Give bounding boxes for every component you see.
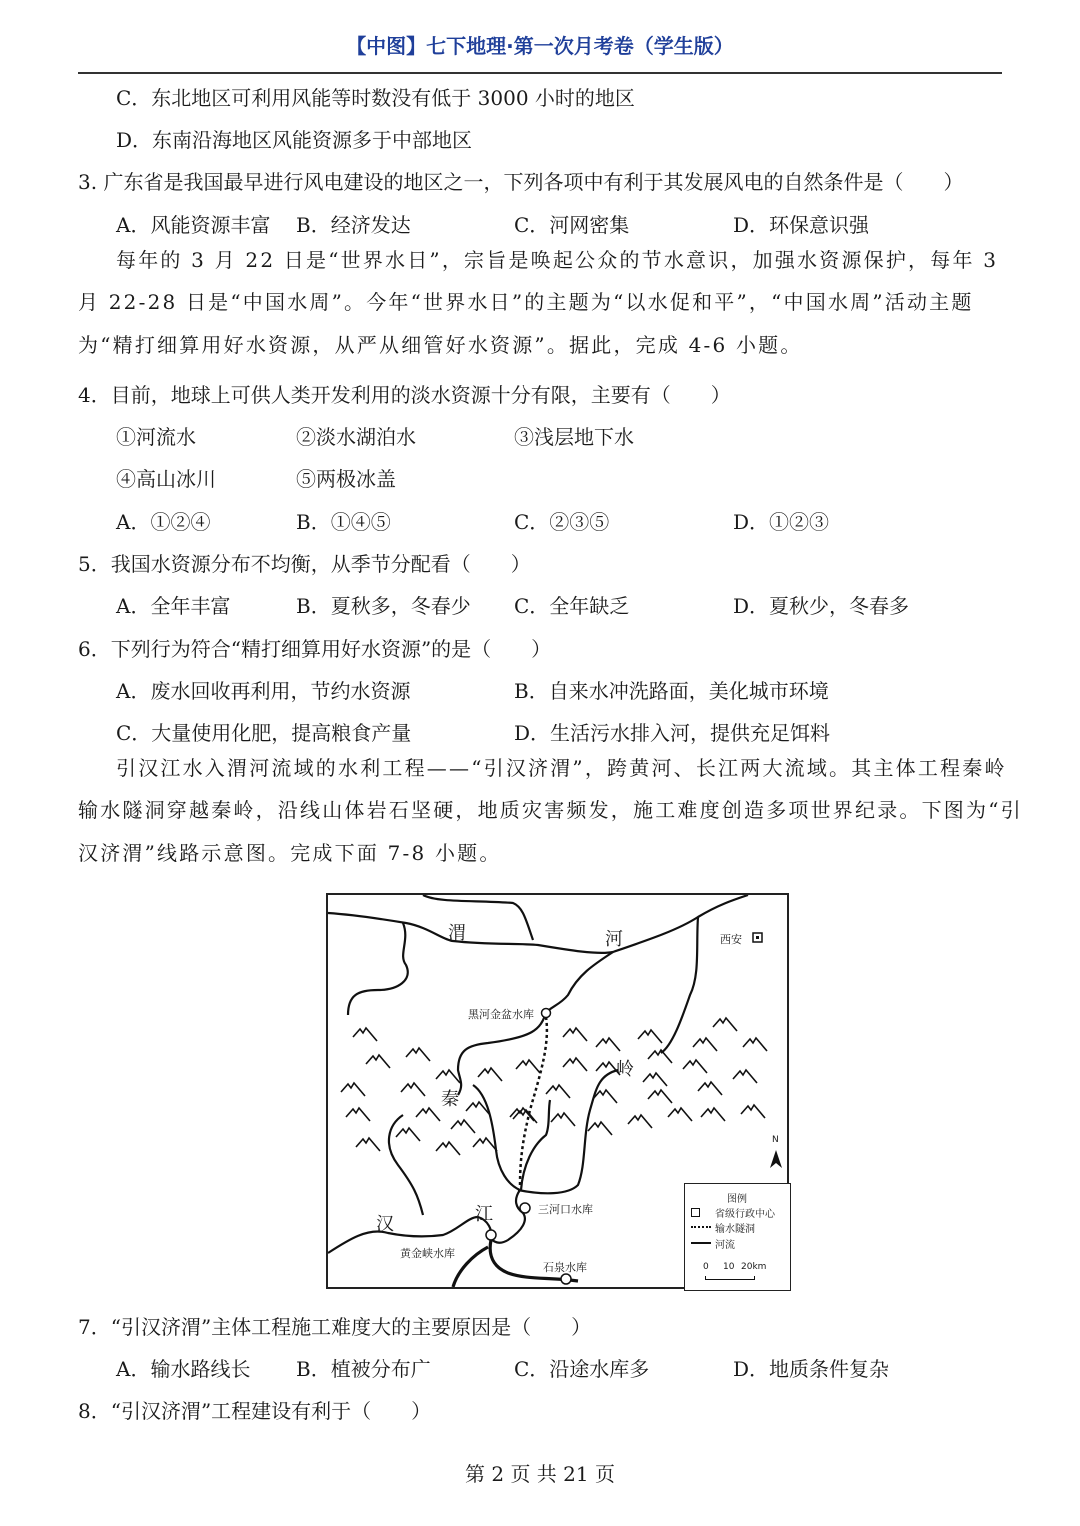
q2-option-c: C．东北地区可利用风能等时数没有低于 3000 小时的地区	[116, 86, 635, 110]
passage1-line: 每年的 3 月 22 日是“世界水日”，宗旨是唤起公众的节水意识，加强水资源保护，每年 3	[116, 248, 999, 272]
mountain-icon	[648, 1090, 672, 1103]
water-tunnel	[520, 1017, 547, 1185]
scale-bar	[705, 1276, 755, 1280]
q4-item: ③浅层地下水	[514, 425, 634, 449]
q6-option-a: A．废水回收再利用，节约水资源	[116, 679, 411, 703]
mountain-icon	[701, 1108, 725, 1121]
mountain-icon	[683, 1060, 707, 1073]
tunnel-icon	[691, 1226, 711, 1228]
page-footer: 第 2 页 共 21 页	[465, 1462, 615, 1486]
q3-option-d: D．环保意识强	[733, 213, 870, 237]
q3-option-b: B．经济发达	[296, 213, 411, 237]
legend-title: 图例	[727, 1194, 747, 1205]
east-tributary	[661, 917, 698, 1053]
legend-capital: 省级行政中心	[715, 1209, 775, 1220]
q7-option-b: B．植被分布广	[296, 1357, 431, 1381]
q6-option-d: D．生活污水排入河，提供充足饵料	[514, 721, 831, 745]
label-wei: 渭	[448, 923, 466, 944]
mountain-icon	[741, 1105, 765, 1118]
mountain-icon	[551, 1113, 575, 1126]
q6-stem: 6．下列行为符合“精打细算用好水资源”的是（ ）	[78, 637, 552, 661]
mountain-icon	[643, 1073, 667, 1086]
q4-item: ①河流水	[116, 425, 196, 449]
scale-10: 10	[723, 1262, 735, 1272]
mountain-icon	[366, 1055, 390, 1068]
north-arrow-icon	[770, 1150, 782, 1168]
mid-river	[521, 1100, 550, 1190]
huangjinxia-reservoir-icon	[486, 1230, 496, 1240]
mountain-icon	[638, 1030, 662, 1043]
q7-option-a: A．输水路线长	[116, 1357, 251, 1381]
mountain-icon	[436, 1142, 460, 1155]
q4-option-c: C．②③⑤	[514, 510, 610, 534]
mountain-icon	[693, 1038, 717, 1051]
river-icon	[691, 1242, 711, 1244]
mountain-icon	[628, 1115, 652, 1128]
mountain-icon	[341, 1083, 365, 1096]
mountain-icon	[473, 1138, 497, 1151]
mountain-icon	[353, 1028, 377, 1041]
mountain-icon	[478, 1068, 502, 1081]
q5-option-d: D．夏秋少，冬春多	[733, 594, 910, 618]
mountain-icon	[516, 1060, 540, 1073]
q2-option-d: D．东南沿海地区风能资源多于中部地区	[116, 128, 473, 152]
q4-item: ④高山冰川	[116, 467, 216, 491]
passage2-line: 输水隧洞穿越秦岭，沿线山体岩石坚硬，地质灾害频发，施工难度创造多项世界纪录。下图为“引	[78, 798, 1023, 822]
q4-option-b: B．①④⑤	[296, 510, 391, 534]
q4-option-a: A．①②④	[116, 510, 211, 534]
mountain-icon	[451, 1120, 475, 1133]
mountain-icon	[743, 1038, 767, 1051]
mountain-icon	[396, 1128, 420, 1141]
mountain-icon	[546, 1085, 570, 1098]
west-river	[389, 1115, 423, 1215]
passage2-line: 汉济渭”线路示意图。完成下面 7-8 小题。	[78, 841, 502, 865]
scale-20km: 20km	[741, 1262, 767, 1272]
label-jiang: 江	[475, 1204, 493, 1225]
q5-option-b: B．夏秋多，冬春少	[296, 594, 471, 618]
legend-river: 河流	[715, 1240, 735, 1251]
mountain-icon	[416, 1108, 440, 1121]
passage1-line: 月 22-28 日是“中国水周”。今年“世界水日”的主题为“以水促和平”，“中国水周”活动主题	[78, 290, 974, 314]
mountain-symbols	[341, 1018, 767, 1155]
han-south	[453, 1247, 488, 1287]
mountain-icon	[346, 1108, 370, 1121]
sanhekou-reservoir-icon	[520, 1203, 530, 1213]
q4-item: ⑤两极冰盖	[296, 467, 396, 491]
q3-option-c: C．河网密集	[514, 213, 630, 237]
shiquan-reservoir-icon	[561, 1274, 571, 1284]
q4-option-d: D．①②③	[733, 510, 830, 534]
q7-option-c: C．沿途水库多	[514, 1357, 650, 1381]
q7-stem: 7．“引汉济渭”主体工程施工难度大的主要原因是（ ）	[78, 1315, 592, 1339]
west-tributary	[348, 923, 408, 1015]
wei-river	[328, 895, 748, 953]
route-map	[326, 893, 789, 1289]
legend-tunnel: 输水隧洞	[715, 1224, 755, 1235]
q3-stem: 3. 广东省是我国最早进行风电建设的地区之一，下列各项中有利于其发展风电的自然条件是（ ）	[78, 170, 964, 194]
mountain-icon	[436, 1070, 460, 1083]
mountain-icon	[563, 1058, 587, 1071]
q3-option-a: A．风能资源丰富	[116, 213, 271, 237]
label-heihe-reservoir: 黑河金盆水库	[468, 1008, 534, 1021]
label-qin: 秦	[441, 1089, 459, 1110]
label-han: 汉	[376, 1214, 394, 1235]
wei-tributary	[423, 895, 533, 940]
q5-option-c: C．全年缺乏	[514, 594, 630, 618]
mountain-icon	[733, 1070, 757, 1083]
passage1-line: 为“精打细算用好水资源，从严从细管好水资源”。据此，完成 4-6 小题。	[78, 333, 803, 357]
mountain-icon	[356, 1138, 380, 1151]
q4-item: ②淡水湖泊水	[296, 425, 416, 449]
q4-stem: 4．目前，地球上可供人类开发利用的淡水资源十分有限，主要有（ ）	[78, 383, 731, 407]
label-north: N	[772, 1135, 779, 1145]
q5-option-a: A．全年丰富	[116, 594, 231, 618]
ziwu-river	[473, 1085, 520, 1190]
label-huangjinxia-reservoir: 黄金峡水库	[400, 1247, 455, 1260]
label-xian: 西安	[720, 933, 742, 946]
heihe-reservoir-icon	[542, 1009, 551, 1018]
q7-option-d: D．地质条件复杂	[733, 1357, 890, 1381]
q6-option-c: C．大量使用化肥，提高粮食产量	[116, 721, 412, 745]
label-he: 河	[605, 929, 623, 950]
mountain-icon	[401, 1083, 425, 1096]
q8-stem: 8．“引汉济渭”工程建设有利于（ ）	[78, 1399, 432, 1423]
scale-0: 0	[703, 1262, 709, 1272]
label-shiquan-reservoir: 石泉水库	[543, 1261, 587, 1274]
document-header: 【中图】七下地理·第一次月考卷（学生版）	[346, 34, 734, 58]
central-river	[518, 1070, 618, 1193]
q5-stem: 5．我国水资源分布不均衡，从季节分配看（ ）	[78, 552, 531, 576]
mountain-icon	[648, 1050, 672, 1063]
mountain-icon	[668, 1108, 692, 1121]
q6-option-b: B．自来水冲洗路面，美化城市环境	[514, 679, 829, 703]
mountain-icon	[588, 1122, 612, 1135]
map-legend	[684, 1183, 791, 1291]
mountain-icon	[698, 1082, 722, 1095]
mountain-icon	[713, 1018, 737, 1031]
mountain-icon	[596, 1038, 620, 1051]
passage2-line: 引汉江水入渭河流域的水利工程——“引汉济渭”，跨黄河、长江两大流域。其主体工程秦岭	[116, 756, 1007, 780]
label-ling: 岭	[616, 1059, 634, 1080]
capital-icon	[691, 1208, 700, 1217]
label-sanhekou-reservoir: 三河口水库	[538, 1203, 593, 1216]
header-divider	[78, 72, 1002, 74]
mountain-icon	[563, 1028, 587, 1041]
mountain-icon	[406, 1048, 430, 1061]
